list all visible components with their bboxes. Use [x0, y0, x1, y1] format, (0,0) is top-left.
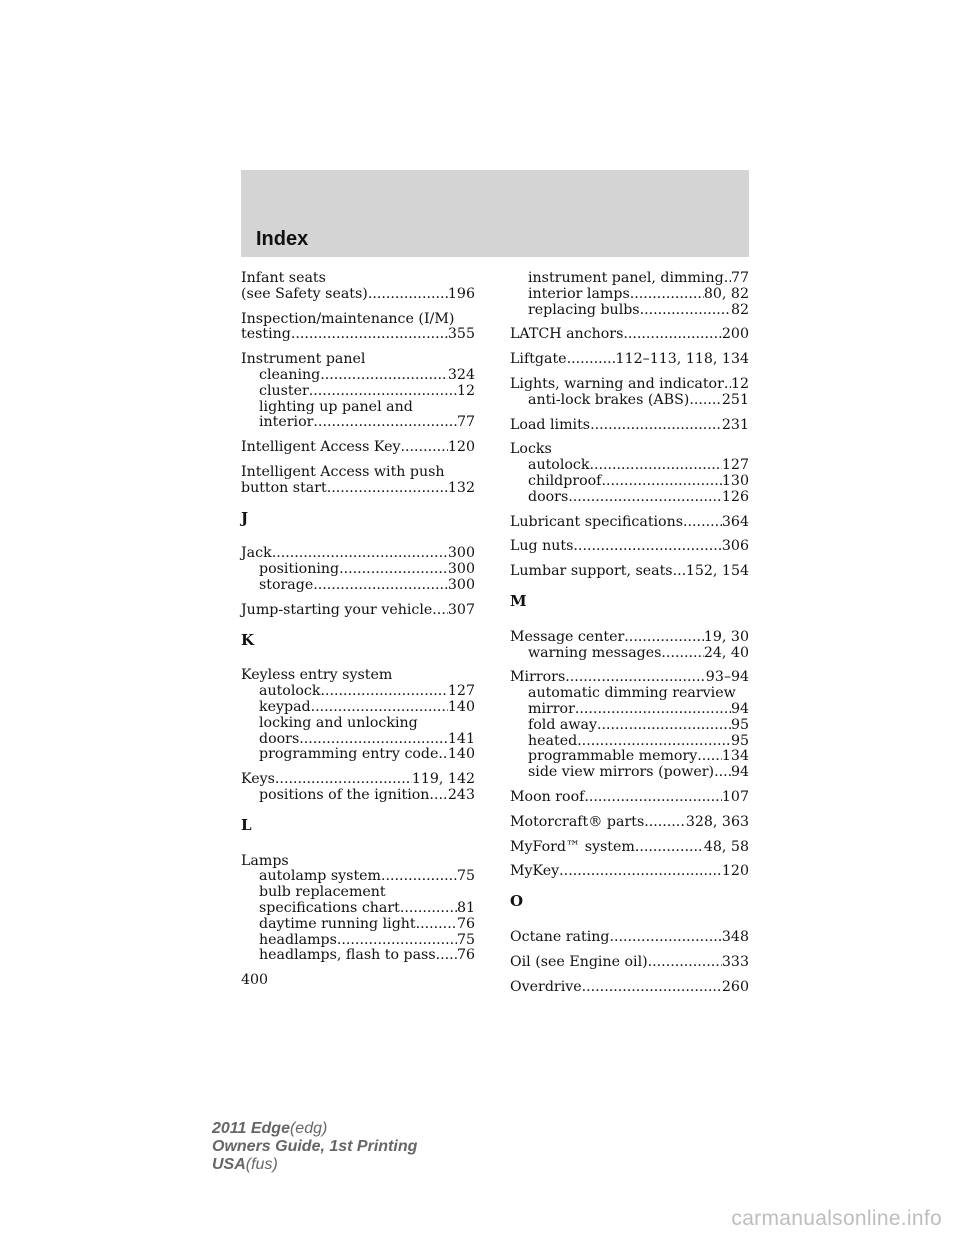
index-entry [510, 815, 749, 831]
dot-leader [313, 578, 448, 594]
entry-term: Oil (see Engine oil) [510, 953, 648, 970]
dot-leader [597, 718, 731, 734]
dot-leader [432, 603, 448, 619]
page-reference: 300 [447, 576, 475, 593]
index-letter-heading: K [241, 630, 255, 649]
page-reference: 93–94 [705, 669, 749, 686]
entry-term: interior lamps [528, 285, 630, 302]
entry-term: cluster [259, 382, 309, 399]
index-entry [510, 327, 749, 343]
dot-leader [337, 933, 457, 949]
page-reference: 130 [721, 472, 749, 489]
page-reference: 243 [447, 786, 475, 803]
page-reference: 12 [456, 382, 475, 399]
page-number: 400 [241, 972, 269, 988]
page-reference: 134 [721, 748, 749, 765]
dot-leader [416, 917, 457, 933]
index-entry-line [241, 312, 475, 328]
index-subentry-line [510, 271, 749, 287]
index-entry [510, 930, 749, 946]
entry-term: autolock [528, 457, 590, 474]
index-entry [241, 854, 475, 965]
index-entry-line [241, 772, 475, 788]
page-reference: 355 [447, 326, 475, 343]
entry-term: Instrument panel [241, 351, 366, 368]
page-reference: 132 [447, 479, 475, 496]
index-entry [241, 440, 475, 456]
entry-term: storage [259, 576, 314, 593]
index-subentry-line [241, 948, 475, 964]
index-entry [510, 418, 749, 434]
index-subentry-line [510, 646, 749, 662]
dot-leader [429, 788, 447, 804]
page-reference: 251 [721, 391, 749, 408]
page-reference: 120 [447, 439, 475, 456]
entry-term: Motorcraft® parts [510, 813, 645, 830]
index-entry [241, 772, 475, 804]
dot-leader [577, 734, 731, 750]
entry-term: Locks [510, 441, 552, 458]
index-subentry-line [510, 393, 749, 409]
dot-leader [590, 418, 722, 434]
index-subentry-line [241, 400, 475, 416]
dot-leader [575, 702, 731, 718]
entry-term: Jump-starting your vehicle [241, 601, 433, 618]
footer-model-code: (edg) [289, 1120, 328, 1137]
index-entry-line [510, 670, 749, 686]
index-entry-line [241, 327, 475, 343]
entry-term: childproof [528, 472, 602, 489]
index-entry [510, 271, 749, 318]
index-subentry-line [241, 788, 475, 804]
page-reference: 94 [730, 764, 749, 781]
index-entry [241, 546, 475, 593]
dot-leader [697, 749, 722, 765]
index-entry [510, 515, 749, 531]
index-entry-line [241, 352, 475, 368]
entry-term: positions of the ignition [259, 786, 430, 803]
entry-term: replacing bulbs [528, 301, 640, 318]
page-reference: 95 [730, 732, 749, 749]
index-entry-line [241, 440, 475, 456]
index-subentry-line [241, 415, 475, 431]
page-reference: 48, 58 [703, 838, 749, 855]
page-reference: 306 [721, 538, 749, 555]
index-entry [510, 670, 749, 781]
index-entry-line [510, 955, 749, 971]
entry-term: automatic dimming rearview [528, 685, 736, 702]
dot-leader [683, 515, 722, 531]
dot-leader [320, 368, 448, 384]
page-reference: 75 [456, 868, 475, 885]
footer-region-code: (fus) [245, 1156, 278, 1173]
entry-term: heated [528, 732, 578, 749]
dot-leader [582, 980, 722, 996]
index-entry-line [241, 481, 475, 497]
index-entry [241, 271, 475, 303]
entry-term: autolock [259, 683, 321, 700]
page-reference: 140 [447, 746, 475, 763]
index-subentry-line [241, 716, 475, 732]
page-reference: 260 [721, 978, 749, 995]
dot-leader [601, 474, 721, 490]
entry-term: side view mirrors (power) [528, 764, 715, 781]
entry-term: lighting up panel and [259, 398, 413, 415]
dot-leader [368, 287, 448, 303]
page-reference: 77 [456, 414, 475, 431]
entry-term: Mirrors [510, 669, 566, 686]
entry-term: LATCH anchors [510, 326, 624, 343]
page-reference: 76 [456, 915, 475, 932]
entry-term: Liftgate [510, 351, 567, 368]
index-entry [241, 668, 475, 763]
dot-leader [400, 901, 457, 917]
index-entry [510, 442, 749, 505]
entry-term: Intelligent Access Key [241, 439, 401, 456]
entry-term: Inspection/maintenance (I/M) [241, 310, 455, 327]
entry-term: headlamps [259, 931, 337, 948]
index-subentry-line [241, 917, 475, 933]
entry-term: keypad [259, 698, 311, 715]
dot-leader [311, 700, 448, 716]
dot-leader [327, 481, 448, 497]
index-subentry-line [510, 287, 749, 303]
index-subentry-line [510, 765, 749, 781]
index-entry-line [241, 287, 475, 303]
entry-term: Message center [510, 628, 625, 645]
index-entry-line [510, 564, 749, 580]
dot-leader [381, 869, 457, 885]
page-reference: 200 [721, 326, 749, 343]
page-reference: 141 [447, 730, 475, 747]
index-entry-line [241, 668, 475, 684]
page-reference: 126 [721, 488, 749, 505]
page-reference: 81 [456, 899, 475, 916]
index-entry-line [241, 271, 475, 287]
dot-leader [689, 393, 722, 409]
page-reference: 152, 154 [685, 563, 749, 580]
footer-model: 2011 Edge [212, 1120, 290, 1137]
entry-term: positioning [259, 561, 340, 578]
index-entry [510, 352, 749, 368]
index-entry [241, 465, 475, 497]
entry-term: headlamps, flash to pass [259, 947, 436, 964]
entry-term: Lamps [241, 852, 289, 869]
dot-leader [724, 271, 731, 287]
index-entry [510, 630, 749, 662]
index-entry [510, 840, 749, 856]
entry-term: cleaning [259, 366, 321, 383]
page-reference: 231 [721, 416, 749, 433]
index-entry-line [510, 515, 749, 531]
dot-leader [648, 955, 722, 971]
index-subentry-line [241, 747, 475, 763]
dot-leader [630, 287, 704, 303]
dot-leader [275, 772, 412, 788]
dot-leader [272, 546, 448, 562]
index-subentry-line [241, 578, 475, 594]
page-reference: 94 [730, 700, 749, 717]
entry-term: anti-lock brakes (ABS) [528, 391, 690, 408]
index-subentry-line [241, 885, 475, 901]
entry-term: daytime running light [259, 915, 416, 932]
index-subentry-line [510, 702, 749, 718]
dot-leader [567, 352, 616, 368]
entry-term: doors [528, 488, 569, 505]
dot-leader [320, 684, 447, 700]
index-letter-heading: L [241, 815, 252, 834]
page-reference: 127 [721, 457, 749, 474]
entry-term: Overdrive [510, 978, 582, 995]
index-entry [510, 564, 749, 580]
entry-term: interior [259, 414, 314, 431]
index-entry-line [510, 352, 749, 368]
index-subentry-line [241, 684, 475, 700]
index-letter-heading: O [510, 892, 524, 911]
entry-term: MyFord™ system [510, 838, 635, 855]
entry-term: Lubricant specifications [510, 513, 684, 530]
dot-leader [623, 327, 722, 343]
page-reference: 95 [730, 716, 749, 733]
entry-term: warning messages [528, 644, 662, 661]
dot-leader [714, 765, 731, 781]
entry-term: button start [241, 479, 327, 496]
entry-term: Moon roof [510, 788, 585, 805]
index-entry [510, 790, 749, 806]
footer [212, 1120, 417, 1174]
index-column-left [241, 271, 475, 973]
index-subentry-line [241, 562, 475, 578]
page-reference: 140 [447, 698, 475, 715]
dot-leader [313, 415, 457, 431]
index-entry-line [241, 465, 475, 481]
dot-leader [724, 377, 731, 393]
dot-leader [438, 747, 447, 763]
page-reference: 307 [447, 601, 475, 618]
dot-leader [568, 490, 722, 506]
page-reference: 120 [721, 863, 749, 880]
index-subentry-line [510, 474, 749, 490]
page-reference: 77 [730, 270, 749, 286]
entry-term: Keyless entry system [241, 667, 393, 684]
footer-region: USA [212, 1156, 246, 1173]
index-subentry-line [241, 732, 475, 748]
index-entry [510, 539, 749, 555]
index-subentry-line [241, 368, 475, 384]
entry-term: programming entry code [259, 746, 439, 763]
index-subentry-line [241, 384, 475, 400]
section-title: Index [256, 228, 309, 250]
index-subentry-line [241, 869, 475, 885]
dot-leader [401, 440, 448, 456]
index-entry-line [241, 603, 475, 619]
index-entry-line [510, 539, 749, 555]
dot-leader [624, 630, 704, 646]
index-subentry-line [241, 700, 475, 716]
dot-leader [644, 815, 686, 831]
page-reference: 112–113, 118, 134 [615, 351, 749, 368]
dot-leader [339, 562, 448, 578]
index-column-right [510, 271, 749, 1004]
index-subentry-line [510, 458, 749, 474]
entry-term: Jack [241, 545, 272, 562]
page-reference: 333 [721, 953, 749, 970]
entry-term: Infant seats [241, 270, 326, 286]
page-reference: 348 [721, 928, 749, 945]
dot-leader [565, 670, 706, 686]
index-letter-heading: J [241, 508, 249, 527]
dot-leader [559, 864, 722, 880]
index-entry [510, 377, 749, 409]
entry-term: (see Safety seats) [241, 285, 368, 302]
entry-term: mirror [528, 700, 575, 717]
watermark: carmanualsonline.info [731, 1207, 942, 1230]
dot-leader [573, 539, 721, 555]
dot-leader [673, 564, 686, 580]
page-reference: 76 [456, 947, 475, 964]
index-entry-line [510, 864, 749, 880]
dot-leader [609, 930, 721, 946]
entry-term: programmable memory [528, 748, 698, 765]
entry-term: doors [259, 730, 300, 747]
entry-term: Lumbar support, seats [510, 563, 673, 580]
dot-leader [309, 384, 457, 400]
index-subentry-line [510, 749, 749, 765]
index-entry-line [510, 930, 749, 946]
entry-term: Lug nuts [510, 538, 574, 555]
dot-leader [584, 790, 722, 806]
entry-term: Lights, warning and indicator [510, 375, 724, 392]
page-reference: 75 [456, 931, 475, 948]
index-entry [241, 352, 475, 431]
index-entry-line [510, 840, 749, 856]
entry-term: Octane rating [510, 928, 610, 945]
index-subentry-line [510, 686, 749, 702]
dot-leader [635, 840, 704, 856]
entry-term: fold away [528, 716, 597, 733]
page-reference: 80, 82 [703, 285, 749, 302]
entry-term: specifications chart [259, 899, 400, 916]
entry-term: Intelligent Access with push [241, 463, 445, 480]
entry-term: testing [241, 326, 291, 343]
dot-leader [291, 327, 448, 343]
entry-term: autolamp system [259, 868, 382, 885]
dot-leader [589, 458, 721, 474]
index-letter-heading: M [510, 591, 527, 610]
entry-term: MyKey [510, 863, 560, 880]
index-subentry-line [241, 901, 475, 917]
dot-leader [299, 732, 448, 748]
index-entry-line [510, 980, 749, 996]
page-reference: 24, 40 [703, 644, 749, 661]
index-entry [510, 864, 749, 880]
index-entry-line [510, 327, 749, 343]
entry-term: instrument panel, dimming [528, 270, 724, 286]
index-entry-line [241, 546, 475, 562]
dot-leader [640, 303, 731, 319]
page-reference: 196 [447, 285, 475, 302]
index-entry-line [510, 790, 749, 806]
page-reference: 324 [447, 366, 475, 383]
index-entry-line [510, 630, 749, 646]
index-entry [510, 980, 749, 996]
index-entry-line [510, 815, 749, 831]
index-entry [510, 955, 749, 971]
page-reference: 364 [721, 513, 749, 530]
page-reference: 107 [721, 788, 749, 805]
page-reference: 328, 363 [685, 813, 749, 830]
index-entry-line [510, 377, 749, 393]
page-reference: 300 [447, 561, 475, 578]
entry-term: Load limits [510, 416, 591, 433]
index-entry-line [510, 442, 749, 458]
page-reference: 12 [730, 375, 749, 392]
index-subentry-line [241, 933, 475, 949]
index-entry-line [241, 854, 475, 870]
page-reference: 82 [730, 301, 749, 318]
entry-term: locking and unlocking [259, 714, 418, 731]
dot-leader [661, 646, 703, 662]
page-reference: 19, 30 [703, 628, 749, 645]
page-reference: 127 [447, 683, 475, 700]
index-entry-line [510, 418, 749, 434]
page-reference: 300 [447, 545, 475, 562]
page-reference: 119, 142 [411, 771, 475, 788]
index-entry [241, 312, 475, 344]
index-entry [241, 603, 475, 619]
dot-leader [436, 948, 457, 964]
index-subentry-line [510, 718, 749, 734]
footer-guide: Owners Guide, 1st Printing [212, 1138, 418, 1155]
entry-term: Keys [241, 771, 275, 788]
entry-term: bulb replacement [259, 884, 386, 901]
index-subentry-line [510, 734, 749, 750]
index-subentry-line [510, 490, 749, 506]
section-header [241, 170, 749, 257]
index-subentry-line [510, 303, 749, 319]
